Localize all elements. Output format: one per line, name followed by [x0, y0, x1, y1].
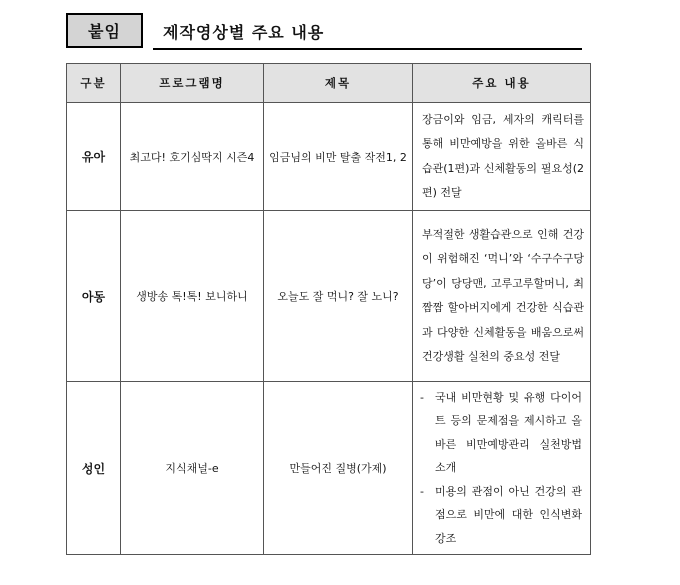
table-header-row [67, 64, 591, 103]
document-title: 제작영상별 주요 내용 [163, 23, 325, 42]
column-header-program: 프로그램명 [121, 64, 264, 103]
row-program: 최고다! 호기심딱지 시즌4 [121, 103, 264, 211]
column-header-episode: 제목 [264, 64, 413, 103]
list-item: - 미용의 관점이 아닌 건강의 관점으로 비만에 대한 인식변화 강조 [417, 480, 586, 551]
row-program: 생방송 톡!톡! 보니하니 [121, 211, 264, 382]
title-underline [153, 48, 582, 50]
table-row [67, 103, 591, 211]
row-category: 성인 [67, 382, 121, 555]
column-header-category: 구분 [67, 64, 121, 103]
attachment-label: 붙임 [66, 13, 143, 48]
row-content: 부적절한 생활습관으로 인해 건강이 위험해진 ‘먹니’와 ‘수구수구당당’이 당당맨, 고루고루할머니, 최짬짬 할아버지에게 건강한 식습관과 다양한 신체활동을 배움으로써 건강생활 실천의 중요성 전달 [413, 211, 591, 382]
column-header-content: 주요 내용 [413, 64, 591, 103]
row-category: 아동 [67, 211, 121, 382]
table-row [67, 211, 591, 382]
content-table [66, 63, 591, 555]
document-header [66, 13, 582, 50]
table-row [67, 382, 591, 555]
row-episode: 오늘도 잘 먹니? 잘 노니? [264, 211, 413, 382]
list-item: - 국내 비만현황 및 유행 다이어트 등의 문제점을 제시하고 올바른 비만예방관리 실천방법 소개 [417, 386, 586, 480]
content-bullet-list [417, 386, 586, 551]
row-program: 지식채널-e [121, 382, 264, 555]
row-episode: 만들어진 질병(가제) [264, 382, 413, 555]
row-content-list [413, 382, 591, 555]
row-episode: 임금님의 비만 탈출 작전1, 2 [264, 103, 413, 211]
row-content: 장금이와 임금, 세자의 캐릭터를 통해 비만예방을 위한 올바른 식습관(1편)과 신체활동의 필요성(2편) 전달 [413, 103, 591, 211]
row-category: 유아 [67, 103, 121, 211]
